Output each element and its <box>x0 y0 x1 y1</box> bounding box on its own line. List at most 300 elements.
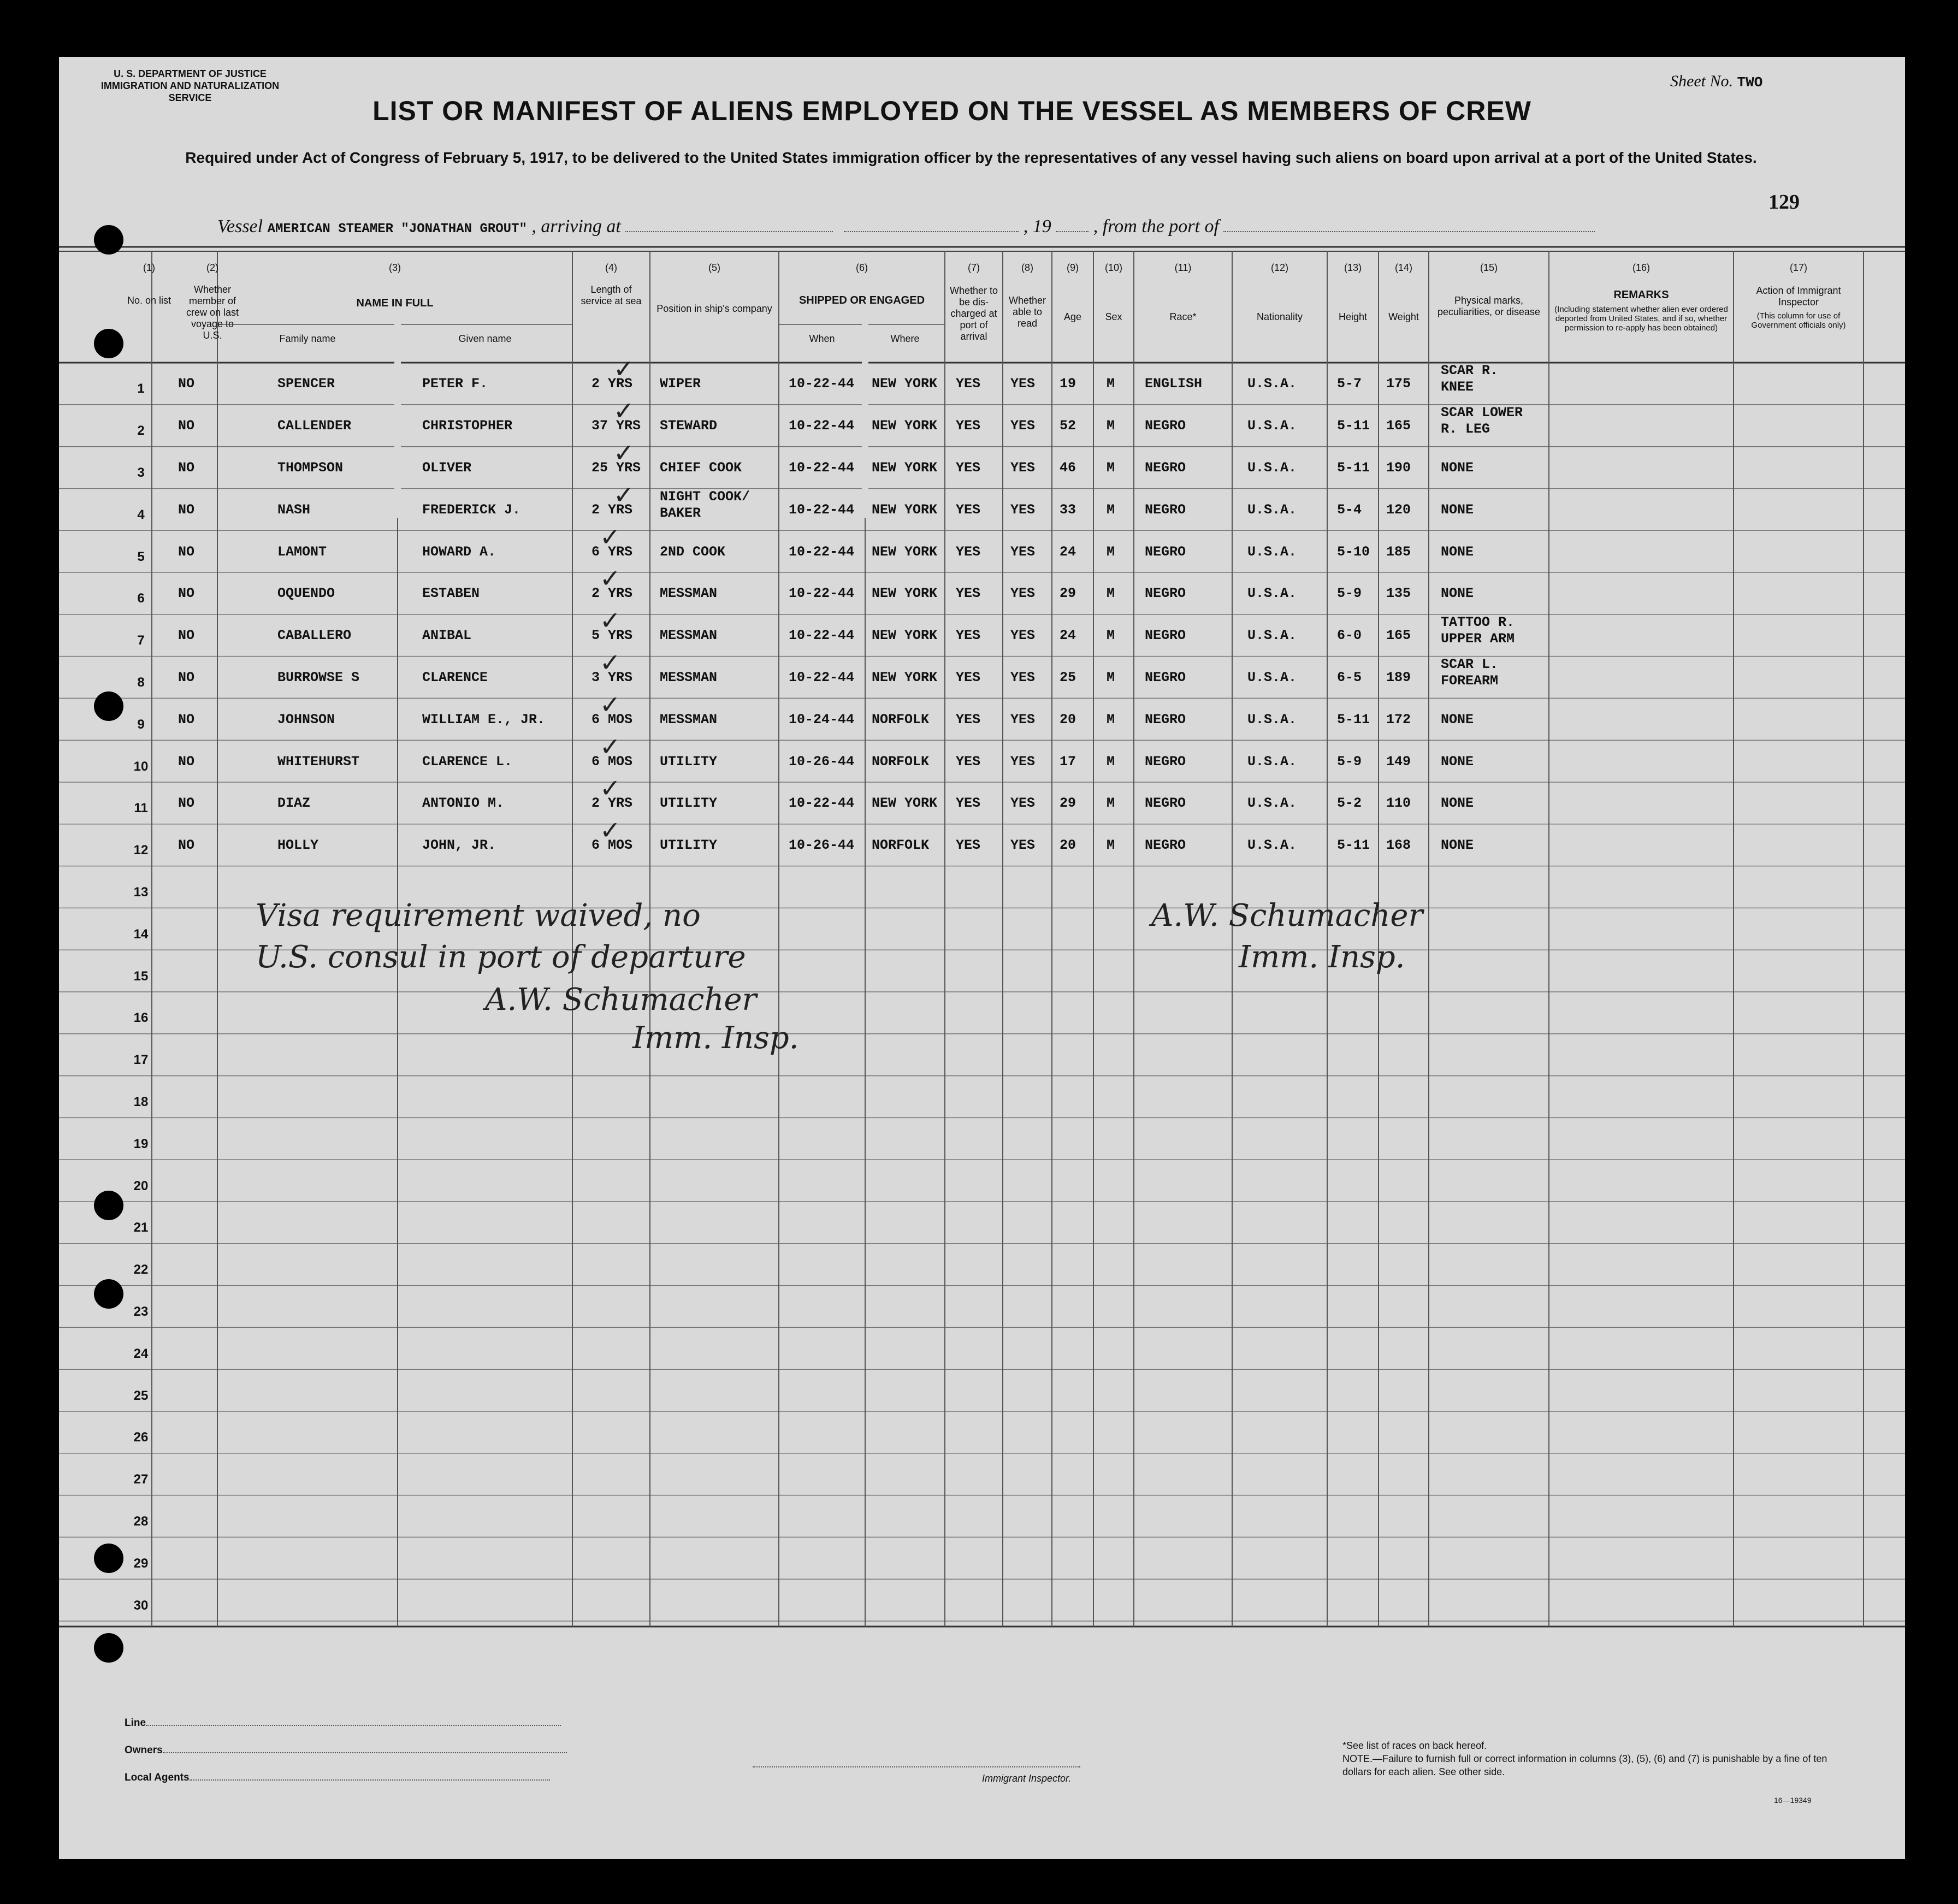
owners-label: Owners <box>125 1745 163 1756</box>
table-row <box>59 689 1905 740</box>
cell-where: NORFOLK <box>872 753 930 770</box>
footer-agents <box>125 1772 550 1784</box>
cell-age: 25 <box>1060 669 1076 685</box>
cell-position: WIPER <box>660 376 701 392</box>
penalty-note: NOTE.—Failure to furnish full or correct information in columns (3), (5), (6) and (7) is punishable by a fine of ten dollars for each alien. See other side. <box>1342 1753 1827 1777</box>
cell-given: OLIVER <box>422 459 472 476</box>
cell-weight: 190 <box>1386 459 1411 476</box>
row-number: 9 <box>137 717 145 732</box>
cell-weight: 149 <box>1386 753 1411 770</box>
row-number: 20 <box>133 1178 149 1193</box>
cell-height: 6-5 <box>1337 669 1362 685</box>
cell-service: 5 YRS <box>591 628 633 644</box>
cell-family: LAMONT <box>277 543 327 560</box>
cell-height: 5-11 <box>1337 459 1370 476</box>
checkmark-icon: ✓ <box>600 606 621 636</box>
cell-given: HOWARD A. <box>422 543 496 560</box>
cell-weight: 165 <box>1386 418 1411 434</box>
cell-age: 17 <box>1060 753 1076 770</box>
cell-where: NEW YORK <box>872 586 938 602</box>
cell-discharged: YES <box>956 669 981 685</box>
table-row <box>59 564 1905 614</box>
handwritten-signature-2: A.W. Schumacher <box>1151 898 1423 933</box>
cell-sex: M <box>1107 501 1115 518</box>
punch-hole <box>94 1279 123 1309</box>
cell-age: 19 <box>1060 376 1076 392</box>
col-age-number: (9) <box>1067 262 1079 273</box>
col-given-name-label: Given name <box>458 333 512 344</box>
cell-read: YES <box>1010 711 1036 728</box>
row-number: 17 <box>133 1052 149 1068</box>
cell-where: NORFOLK <box>872 837 930 854</box>
row-number: 13 <box>133 885 149 900</box>
cell-nationality: U.S.A. <box>1247 501 1297 518</box>
cell-height: 5-7 <box>1337 376 1362 392</box>
cell-race: NEGRO <box>1145 711 1186 728</box>
cell-nationality: U.S.A. <box>1247 418 1297 434</box>
row-number: 12 <box>133 843 149 858</box>
cell-family: OQUENDO <box>277 586 335 602</box>
cell-when: 10-22-44 <box>789 586 855 602</box>
row-number: 15 <box>133 968 149 984</box>
cell-weight: 110 <box>1386 795 1411 812</box>
cell-prev: NO <box>178 543 195 560</box>
col-height-number: (13) <box>1344 262 1362 273</box>
cell-service: 6 MOS <box>591 753 633 770</box>
cell-family: JOHNSON <box>277 711 335 728</box>
cell-weight: 185 <box>1386 543 1411 560</box>
cell-weight: 120 <box>1386 501 1411 518</box>
cell-race: NEGRO <box>1145 795 1186 812</box>
page-number: 129 <box>1768 191 1800 214</box>
row-number: 8 <box>137 675 145 690</box>
cell-race: NEGRO <box>1145 501 1186 518</box>
manifest-sheet <box>59 57 1905 1859</box>
cell-position: MESSMAN <box>660 669 718 685</box>
cell-family: WHITEHURST <box>277 753 360 770</box>
cell-weight: 172 <box>1386 711 1411 728</box>
col-service-number: (4) <box>605 262 617 273</box>
cell-prev: NO <box>178 628 195 644</box>
cell-marks: NONE <box>1441 711 1474 728</box>
cell-discharged: YES <box>956 501 981 518</box>
col-action-label: Action of Immigrant Inspector <box>1756 285 1841 308</box>
cell-family: CALLENDER <box>277 418 352 434</box>
cell-where: NORFOLK <box>872 711 930 728</box>
cell-race: NEGRO <box>1145 543 1186 560</box>
row-number: 21 <box>133 1220 149 1235</box>
table-row <box>59 648 1905 699</box>
checkmark-icon: ✓ <box>613 396 635 426</box>
cell-sex: M <box>1107 628 1115 644</box>
cell-where: NEW YORK <box>872 628 938 644</box>
cell-age: 46 <box>1060 459 1076 476</box>
table-row <box>59 396 1905 447</box>
row-number: 22 <box>133 1262 149 1278</box>
col-service-label: Length of service at sea <box>581 284 642 306</box>
cell-height: 5-4 <box>1337 501 1362 518</box>
cell-when: 10-24-44 <box>789 711 855 728</box>
cell-family: HOLLY <box>277 837 319 854</box>
cell-sex: M <box>1107 376 1115 392</box>
cell-marks: SCAR LOWER R. LEG <box>1441 405 1523 437</box>
cell-service: 25 YRS <box>591 459 641 476</box>
table-row <box>59 438 1905 489</box>
cell-height: 5-9 <box>1337 586 1362 602</box>
cell-marks: NONE <box>1441 837 1474 854</box>
cell-when: 10-22-44 <box>789 376 855 392</box>
col-when-label: When <box>809 333 835 344</box>
cell-given: CLARENCE L. <box>422 753 513 770</box>
cell-given: CHRISTOPHER <box>422 418 513 434</box>
col-race-number: (11) <box>1174 262 1192 273</box>
cell-given: ANTONIO M. <box>422 795 505 812</box>
cell-marks: NONE <box>1441 753 1474 770</box>
col-family-name-label: Family name <box>279 333 336 344</box>
punch-hole <box>94 1633 123 1663</box>
cell-family: NASH <box>277 501 311 518</box>
cell-race: ENGLISH <box>1145 376 1203 392</box>
cell-when: 10-22-44 <box>789 459 855 476</box>
cell-height: 5-11 <box>1337 418 1370 434</box>
footer-line <box>125 1717 561 1729</box>
cell-position: MESSMAN <box>660 628 718 644</box>
vessel-label: Vessel <box>217 216 263 236</box>
cell-weight: 135 <box>1386 586 1411 602</box>
cell-discharged: YES <box>956 711 981 728</box>
cell-position: 2ND COOK <box>660 543 726 560</box>
checkmark-icon: ✓ <box>600 689 621 719</box>
checkmark-icon: ✓ <box>600 648 621 677</box>
cell-family: SPENCER <box>277 376 335 392</box>
cell-when: 10-22-44 <box>789 543 855 560</box>
cell-nationality: U.S.A. <box>1247 376 1297 392</box>
col-discharged-label: Whether to be dis-charged at port of arrival <box>949 285 998 342</box>
cell-nationality: U.S.A. <box>1247 628 1297 644</box>
cell-given: ESTABEN <box>422 586 480 602</box>
row-number: 19 <box>133 1136 149 1151</box>
cell-discharged: YES <box>956 376 981 392</box>
cell-prev: NO <box>178 501 195 518</box>
col-marks-number: (15) <box>1480 262 1498 273</box>
cell-given: FREDERICK J. <box>422 501 521 518</box>
cell-discharged: YES <box>956 586 981 602</box>
cell-discharged: YES <box>956 753 981 770</box>
cell-age: 29 <box>1060 795 1076 812</box>
cell-read: YES <box>1010 669 1036 685</box>
col-remarks-sublabel: (Including statement whether alien ever ordered deported from United States, and if so, whether permission to re-apply has been obtained) <box>1554 305 1728 333</box>
cell-nationality: U.S.A. <box>1247 753 1297 770</box>
cell-marks: SCAR R. KNEE <box>1441 363 1499 395</box>
cell-position: UTILITY <box>660 795 718 812</box>
cell-sex: M <box>1107 459 1115 476</box>
cell-race: NEGRO <box>1145 669 1186 685</box>
col-shipped-number: (6) <box>856 262 868 273</box>
col-race-label: Race* <box>1169 311 1197 322</box>
cell-position: MESSMAN <box>660 586 718 602</box>
cell-age: 33 <box>1060 501 1076 518</box>
punch-hole <box>94 329 123 358</box>
cell-race: NEGRO <box>1145 753 1186 770</box>
cell-prev: NO <box>178 418 195 434</box>
cell-height: 6-0 <box>1337 628 1362 644</box>
col-remarks-label: REMARKS <box>1613 289 1669 301</box>
row-number: 26 <box>133 1430 149 1445</box>
cell-service: 2 YRS <box>591 376 633 392</box>
row-number: 3 <box>137 465 145 480</box>
col-action-number: (17) <box>1789 262 1807 273</box>
cell-where: NEW YORK <box>872 669 938 685</box>
cell-height: 5-11 <box>1337 837 1370 854</box>
page-subtitle: Required under Act of Congress of February 5, 1917, to be delivered to the United States immigration officer by the representatives of any vessel having such aliens on board upon arrival at a port of the United States. <box>185 149 1757 166</box>
cell-family: CABALLERO <box>277 628 352 644</box>
row-number: 14 <box>133 926 149 942</box>
agency-line-2: IMMIGRATION AND NATURALIZATION SERVICE <box>100 80 280 103</box>
row-number: 2 <box>137 423 145 439</box>
cell-service: 6 MOS <box>591 711 633 728</box>
cell-where: NEW YORK <box>872 501 938 518</box>
row-number: 29 <box>133 1556 149 1571</box>
cell-marks: NONE <box>1441 459 1474 476</box>
cell-position: MESSMAN <box>660 711 718 728</box>
cell-given: CLARENCE <box>422 669 488 685</box>
col-position-number: (5) <box>708 262 720 273</box>
cell-marks: NONE <box>1441 501 1474 518</box>
col-age-label: Age <box>1063 311 1082 322</box>
row-number: 6 <box>137 591 145 606</box>
cell-read: YES <box>1010 501 1036 518</box>
row-number: 10 <box>133 759 149 774</box>
col-prev-voyage-number: (2) <box>206 262 218 273</box>
cell-service: 6 YRS <box>591 543 633 560</box>
table-row <box>59 480 1905 530</box>
cell-weight: 189 <box>1386 669 1411 685</box>
cell-given: PETER F. <box>422 376 488 392</box>
table-row <box>59 522 1905 572</box>
cell-marks: SCAR L. FOREARM <box>1441 656 1499 689</box>
cell-where: NEW YORK <box>872 543 938 560</box>
cell-sex: M <box>1107 418 1115 434</box>
races-footnote: *See list of races on back hereof. <box>1342 1740 1487 1751</box>
cell-age: 20 <box>1060 711 1076 728</box>
cell-given: ANIBAL <box>422 628 472 644</box>
handwritten-note-line-2: U.S. consul in port of departure <box>256 939 746 975</box>
cell-sex: M <box>1107 669 1115 685</box>
col-no-number: (1) <box>143 262 155 273</box>
row-number: 1 <box>137 381 145 397</box>
col-marks-label: Physical marks, peculiarities, or disease <box>1437 295 1541 317</box>
cell-nationality: U.S.A. <box>1247 586 1297 602</box>
cell-nationality: U.S.A. <box>1247 711 1297 728</box>
cell-read: YES <box>1010 586 1036 602</box>
checkmark-icon: ✓ <box>600 815 621 845</box>
checkmark-icon: ✓ <box>613 480 635 510</box>
cell-race: NEGRO <box>1145 459 1186 476</box>
cell-position: UTILITY <box>660 753 718 770</box>
cell-age: 52 <box>1060 418 1076 434</box>
punch-hole <box>94 691 123 721</box>
row-number: 18 <box>133 1095 149 1109</box>
inspector-signature-label: Immigrant Inspector. <box>982 1773 1072 1784</box>
cell-age: 24 <box>1060 628 1076 644</box>
cell-nationality: U.S.A. <box>1247 459 1297 476</box>
cell-marks: NONE <box>1441 543 1474 560</box>
col-weight-label: Weight <box>1388 311 1419 322</box>
year-label: , 19 <box>1023 216 1051 236</box>
table-row <box>59 815 1905 866</box>
table-row <box>59 773 1905 824</box>
form-code: 16—19349 <box>1774 1796 1812 1805</box>
table-row <box>59 731 1905 782</box>
col-prev-voyage-label: Whether member of crew on last voyage to U.S. <box>186 284 239 341</box>
row-number: 11 <box>134 801 148 816</box>
cell-prev: NO <box>178 795 195 812</box>
from-port-label: , from the port of <box>1093 216 1219 236</box>
cell-read: YES <box>1010 753 1036 770</box>
vessel-line <box>217 216 1595 237</box>
cell-read: YES <box>1010 628 1036 644</box>
col-read-number: (8) <box>1021 262 1033 273</box>
cell-when: 10-26-44 <box>789 753 855 770</box>
cell-prev: NO <box>178 669 195 685</box>
punch-hole <box>94 225 123 255</box>
cell-read: YES <box>1010 795 1036 812</box>
cell-service: 2 YRS <box>591 501 633 518</box>
cell-discharged: YES <box>956 795 981 812</box>
col-sex-label: Sex <box>1105 311 1122 322</box>
cell-where: NEW YORK <box>872 795 938 812</box>
cell-position: UTILITY <box>660 837 718 854</box>
cell-marks: NONE <box>1441 795 1474 812</box>
cell-position: STEWARD <box>660 418 718 434</box>
handwritten-signature-1: A.W. Schumacher <box>485 982 757 1018</box>
cell-when: 10-22-44 <box>789 795 855 812</box>
cell-family: DIAZ <box>277 795 311 812</box>
cell-nationality: U.S.A. <box>1247 837 1297 854</box>
local-agents-label: Local Agents <box>125 1772 190 1783</box>
cell-nationality: U.S.A. <box>1247 543 1297 560</box>
cell-age: 29 <box>1060 586 1076 602</box>
cell-discharged: YES <box>956 459 981 476</box>
handwritten-title-2: Imm. Insp. <box>1239 939 1405 975</box>
footer-owners <box>125 1745 567 1757</box>
cell-prev: NO <box>178 753 195 770</box>
cell-race: NEGRO <box>1145 837 1186 854</box>
cell-race: NEGRO <box>1145 628 1186 644</box>
col-nationality-number: (12) <box>1270 262 1288 273</box>
cell-read: YES <box>1010 418 1036 434</box>
cell-service: 6 MOS <box>591 837 633 854</box>
cell-service: 2 YRS <box>591 586 633 602</box>
cell-family: BURROWSE S <box>277 669 360 685</box>
sheet-number-value: TWO <box>1737 74 1763 91</box>
cell-sex: M <box>1107 711 1115 728</box>
col-sex-number: (10) <box>1104 262 1122 273</box>
cell-prev: NO <box>178 376 195 392</box>
checkmark-icon: ✓ <box>613 438 635 468</box>
col-where-label: Where <box>890 333 920 344</box>
line-label: Line <box>125 1717 146 1729</box>
cell-age: 20 <box>1060 837 1076 854</box>
vessel-name: AMERICAN STEAMER "JONATHAN GROUT" <box>267 222 527 236</box>
cell-when: 10-22-44 <box>789 628 855 644</box>
row-number: 25 <box>133 1388 149 1403</box>
cell-marks: NONE <box>1441 586 1474 602</box>
col-action-sublabel: (This column for use of Government officials only) <box>1751 311 1846 330</box>
cell-where: NEW YORK <box>872 376 938 392</box>
cell-prev: NO <box>178 459 195 476</box>
row-number: 23 <box>133 1304 149 1319</box>
cell-given: WILLIAM E., JR. <box>422 711 546 728</box>
col-shipped-label: SHIPPED OR ENGAGED <box>798 294 925 306</box>
cell-family: THOMPSON <box>277 459 344 476</box>
punch-hole <box>94 1191 123 1220</box>
cell-nationality: U.S.A. <box>1247 669 1297 685</box>
col-nationality-label: Nationality <box>1256 311 1303 322</box>
cell-sex: M <box>1107 543 1115 560</box>
col-name-label: NAME IN FULL <box>356 297 434 309</box>
cell-discharged: YES <box>956 837 981 854</box>
cell-when: 10-22-44 <box>789 669 855 685</box>
row-number: 24 <box>133 1346 149 1361</box>
cell-read: YES <box>1010 837 1036 854</box>
cell-sex: M <box>1107 795 1115 812</box>
cell-read: YES <box>1010 376 1036 392</box>
punch-hole <box>94 1544 123 1573</box>
row-number: 28 <box>133 1514 149 1529</box>
arriving-label: , arriving at <box>531 216 621 236</box>
cell-height: 5-10 <box>1337 543 1370 560</box>
cell-when: 10-22-44 <box>789 501 855 518</box>
col-position-label: Position in ship's company <box>656 303 772 314</box>
table-row <box>59 354 1905 405</box>
cell-when: 10-26-44 <box>789 837 855 854</box>
cell-height: 5-2 <box>1337 795 1362 812</box>
handwritten-title-1: Imm. Insp. <box>632 1020 799 1056</box>
handwritten-note-line-1: Visa requirement waived, no <box>256 898 701 933</box>
cell-service: 37 YRS <box>591 418 641 434</box>
row-number: 4 <box>137 507 145 522</box>
table-row <box>59 606 1905 657</box>
cell-sex: M <box>1107 837 1115 854</box>
cell-read: YES <box>1010 459 1036 476</box>
agency-line-1: U. S. DEPARTMENT OF JUSTICE <box>114 68 267 79</box>
cell-marks: TATTOO R. UPPER ARM <box>1441 614 1515 647</box>
sheet-number <box>1670 72 1762 91</box>
checkmark-icon: ✓ <box>600 522 621 552</box>
col-height-label: Height <box>1338 311 1368 322</box>
cell-sex: M <box>1107 586 1115 602</box>
cell-weight: 165 <box>1386 628 1411 644</box>
checkmark-icon: ✓ <box>600 564 621 594</box>
col-discharged-number: (7) <box>968 262 980 273</box>
checkmark-icon: ✓ <box>600 731 621 761</box>
cell-prev: NO <box>178 711 195 728</box>
row-number: 5 <box>137 549 145 564</box>
col-read-label: Whether able to read <box>1008 295 1046 329</box>
cell-race: NEGRO <box>1145 418 1186 434</box>
cell-weight: 175 <box>1386 376 1411 392</box>
row-number: 7 <box>137 633 145 648</box>
sheet-number-label: Sheet No. <box>1670 72 1733 90</box>
cell-service: 2 YRS <box>591 795 633 812</box>
checkmark-icon: ✓ <box>600 773 621 803</box>
cell-position: NIGHT COOK/ BAKER <box>660 488 750 521</box>
cell-weight: 168 <box>1386 837 1411 854</box>
cell-prev: NO <box>178 837 195 854</box>
cell-height: 5-9 <box>1337 753 1362 770</box>
col-name-number: (3) <box>389 262 401 273</box>
